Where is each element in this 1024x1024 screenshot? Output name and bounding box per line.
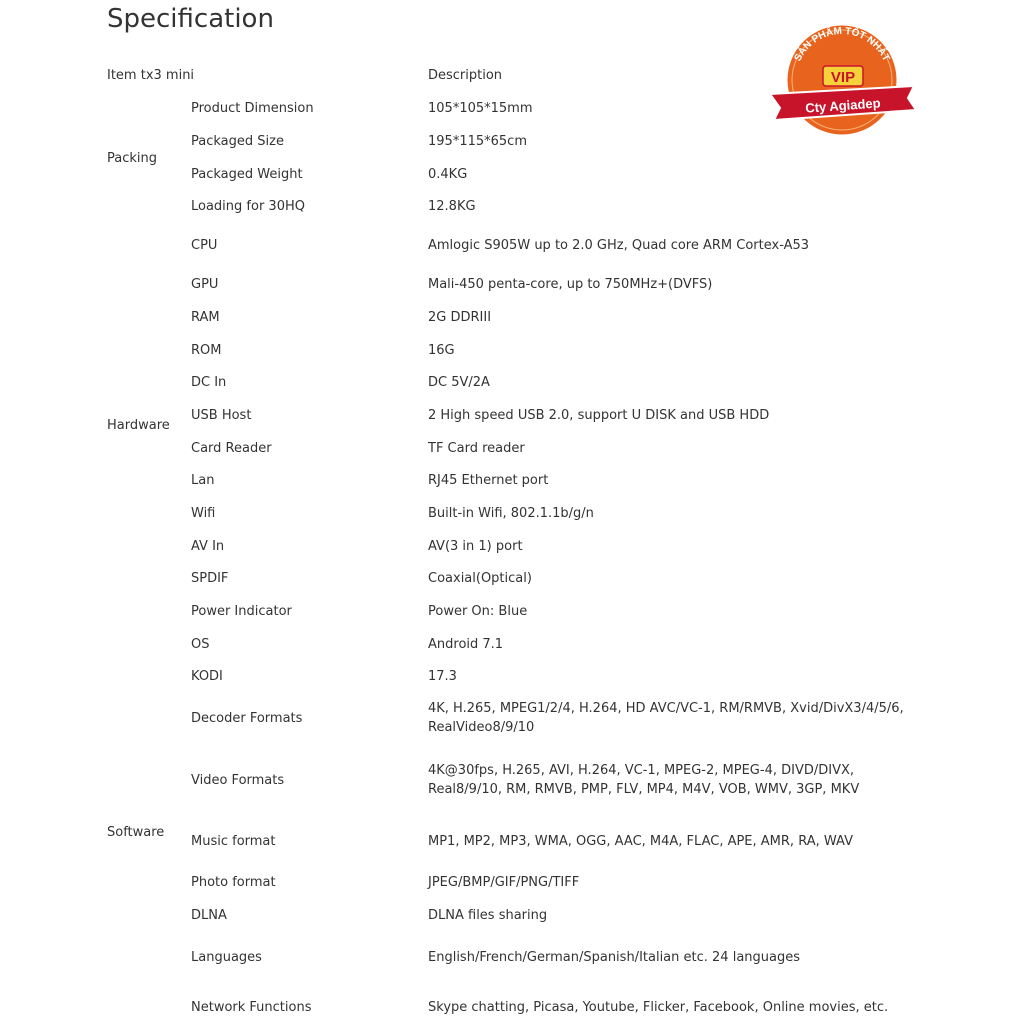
spec-name: Packaged Size xyxy=(191,134,284,149)
spec-value: 2G DDRIII xyxy=(428,310,492,325)
spec-name: Lan xyxy=(191,473,215,488)
page-title: Specification xyxy=(107,4,274,34)
spec-name: Languages xyxy=(191,950,262,965)
spec-value: 195*115*65cm xyxy=(428,134,527,149)
spec-value: Coaxial(Optical) xyxy=(428,571,532,586)
spec-value: TF Card reader xyxy=(428,441,525,456)
spec-name: USB Host xyxy=(191,408,252,423)
spec-value: 16G xyxy=(428,343,455,358)
spec-name: Decoder Formats xyxy=(191,711,303,726)
spec-name: RAM xyxy=(191,310,220,325)
spec-value: AV(3 in 1) port xyxy=(428,539,523,554)
spec-name: Photo format xyxy=(191,875,276,890)
spec-value: 2 High speed USB 2.0, support U DISK and USB HDD xyxy=(428,408,770,423)
spec-name: Network Functions xyxy=(191,1000,312,1015)
spec-name: Wifi xyxy=(191,506,216,521)
spec-name: Power Indicator xyxy=(191,604,292,619)
spec-value: Built-in Wifi, 802.1.1b/g/n xyxy=(428,506,594,521)
spec-name: GPU xyxy=(191,277,219,292)
spec-name: SPDIF xyxy=(191,571,229,586)
spec-value: English/French/German/Spanish/Italian etc. 24 languages xyxy=(428,950,801,965)
spec-name: DLNA xyxy=(191,908,227,923)
spec-value: 17.3 xyxy=(428,669,457,684)
spec-value: Power On: Blue xyxy=(428,604,528,619)
spec-name: Product Dimension xyxy=(191,101,314,116)
spec-value: Mali-450 penta-core, up to 750MHz+(DVFS) xyxy=(428,277,713,292)
spec-value: 105*105*15mm xyxy=(428,101,533,116)
spec-name: Loading for 30HQ xyxy=(191,199,305,214)
spec-name: ROM xyxy=(191,343,222,358)
badge-ribbon-text: Cty Agiadep xyxy=(804,95,882,116)
spec-name: DC In xyxy=(191,375,227,390)
spec-name: Video Formats xyxy=(191,773,285,788)
spec-name: AV In xyxy=(191,539,225,554)
spec-name: KODI xyxy=(191,669,223,684)
spec-value: 4K@30fps, H.265, AVI, H.264, VC-1, MPEG-2, MPEG-4, DIVD/DIVX, Real8/9/10, RM, RMVB, PMP, FLV, MP4, M4V, VOB, WMV, 3GP, MKV xyxy=(428,763,860,797)
category-software: Software xyxy=(107,825,165,840)
header-item: Item tx3 mini xyxy=(107,68,195,83)
spec-value: DC 5V/2A xyxy=(428,375,490,390)
spec-value: DLNA files sharing xyxy=(428,908,548,923)
spec-name: OS xyxy=(191,637,210,652)
header-description: Description xyxy=(428,68,503,83)
category-packing: Packing xyxy=(107,151,158,166)
spec-name: Card Reader xyxy=(191,441,272,456)
spec-value: 12.8KG xyxy=(428,199,476,214)
spec-value: RJ45 Ethernet port xyxy=(428,473,549,488)
spec-value: Amlogic S905W up to 2.0 GHz, Quad core ARM Cortex-A53 xyxy=(428,238,810,253)
spec-value: MP1, MP2, MP3, WMA, OGG, AAC, M4A, FLAC, APE, AMR, RA, WAV xyxy=(428,834,853,849)
spec-name: Packaged Weight xyxy=(191,167,303,182)
spec-value: Skype chatting, Picasa, Youtube, Flicker, Facebook, Online movies, etc. xyxy=(428,1000,889,1015)
spec-value: 4K, H.265, MPEG1/2/4, H.264, HD AVC/VC-1, RM/RMVB, Xvid/DivX3/4/5/6, RealVideo8/9/10 xyxy=(428,701,904,735)
spec-value: 0.4KG xyxy=(428,167,468,182)
badge-top-text: SẢN PHẨM TỐT NHẤT xyxy=(792,25,892,64)
spec-name: CPU xyxy=(191,238,218,253)
spec-value: JPEG/BMP/GIF/PNG/TIFF xyxy=(428,875,580,890)
badge-vip: VIP xyxy=(830,69,856,86)
category-hardware: Hardware xyxy=(107,418,170,433)
spec-name: Music format xyxy=(191,834,276,849)
spec-value: Android 7.1 xyxy=(428,637,504,652)
